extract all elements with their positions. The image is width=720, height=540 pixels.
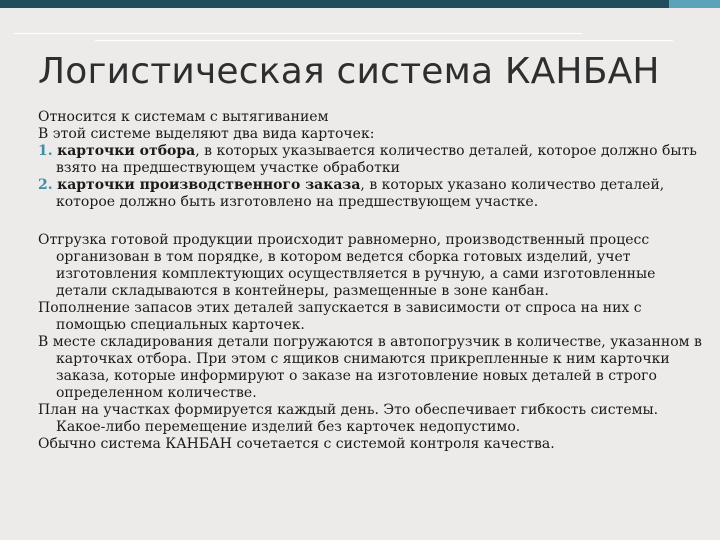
paragraph-replenishment: Пополнение запасов этих деталей запускается в зависимости от спроса на них с помощью специальных карточек.	[38, 300, 642, 333]
intro-line-2: В этой системе выделяют два вида карточек:	[38, 126, 375, 142]
card-type-item-1	[38, 143, 706, 177]
top-accent-bar	[0, 0, 720, 8]
list-number: 1.	[38, 143, 53, 159]
list-number: 2.	[38, 177, 53, 193]
paragraph-daily-plan: План на участках формируется каждый день. Это обеспечивает гибкость системы. Какое-либо перемещение изделий без карточек недопустимо.	[38, 402, 659, 435]
top-accent-bar-highlight	[669, 0, 720, 8]
paragraph-shipment: Отгрузка готовой продукции происходит равномерно, производственный процесс организован в том порядке, в котором ведется сборка готовых изделий, учет изготовления комплектующих осуществляется в ручную, а сами изготовленные детали складываются в контейнеры, размещенные в зоне канбан.	[38, 232, 656, 299]
card-type-description: , в которых указывается количество деталей, которое должно быть взято на предшествующем участке обработки	[56, 143, 697, 176]
paragraph-quality-control: Обычно система КАНБАН сочетается с системой контроля качества.	[38, 436, 555, 452]
card-type-name: карточки производственного заказа	[57, 177, 361, 193]
card-type-description: , в которых указано количество деталей, которое должно быть изготовлено на предшествующем участке.	[56, 177, 665, 210]
slide-body	[38, 109, 706, 453]
card-type-item-2	[38, 177, 706, 211]
decorative-rule-upper	[14, 33, 582, 34]
paragraph-storage: В месте складирования детали погружаются в автопогрузчик в количестве, указанном в карточках отбора. При этом с ящиков снимаются прикрепленные к ним карточки заказа, которые информируют о заказе на изготовление новых деталей в строго определенном количестве.	[38, 334, 702, 401]
card-type-name: карточки отбора	[57, 143, 196, 159]
slide-title: Логистическая система КАНБАН	[38, 51, 660, 92]
decorative-rule-lower	[95, 40, 673, 41]
intro-line-1: Относится к системам с вытягиванием	[38, 109, 329, 125]
